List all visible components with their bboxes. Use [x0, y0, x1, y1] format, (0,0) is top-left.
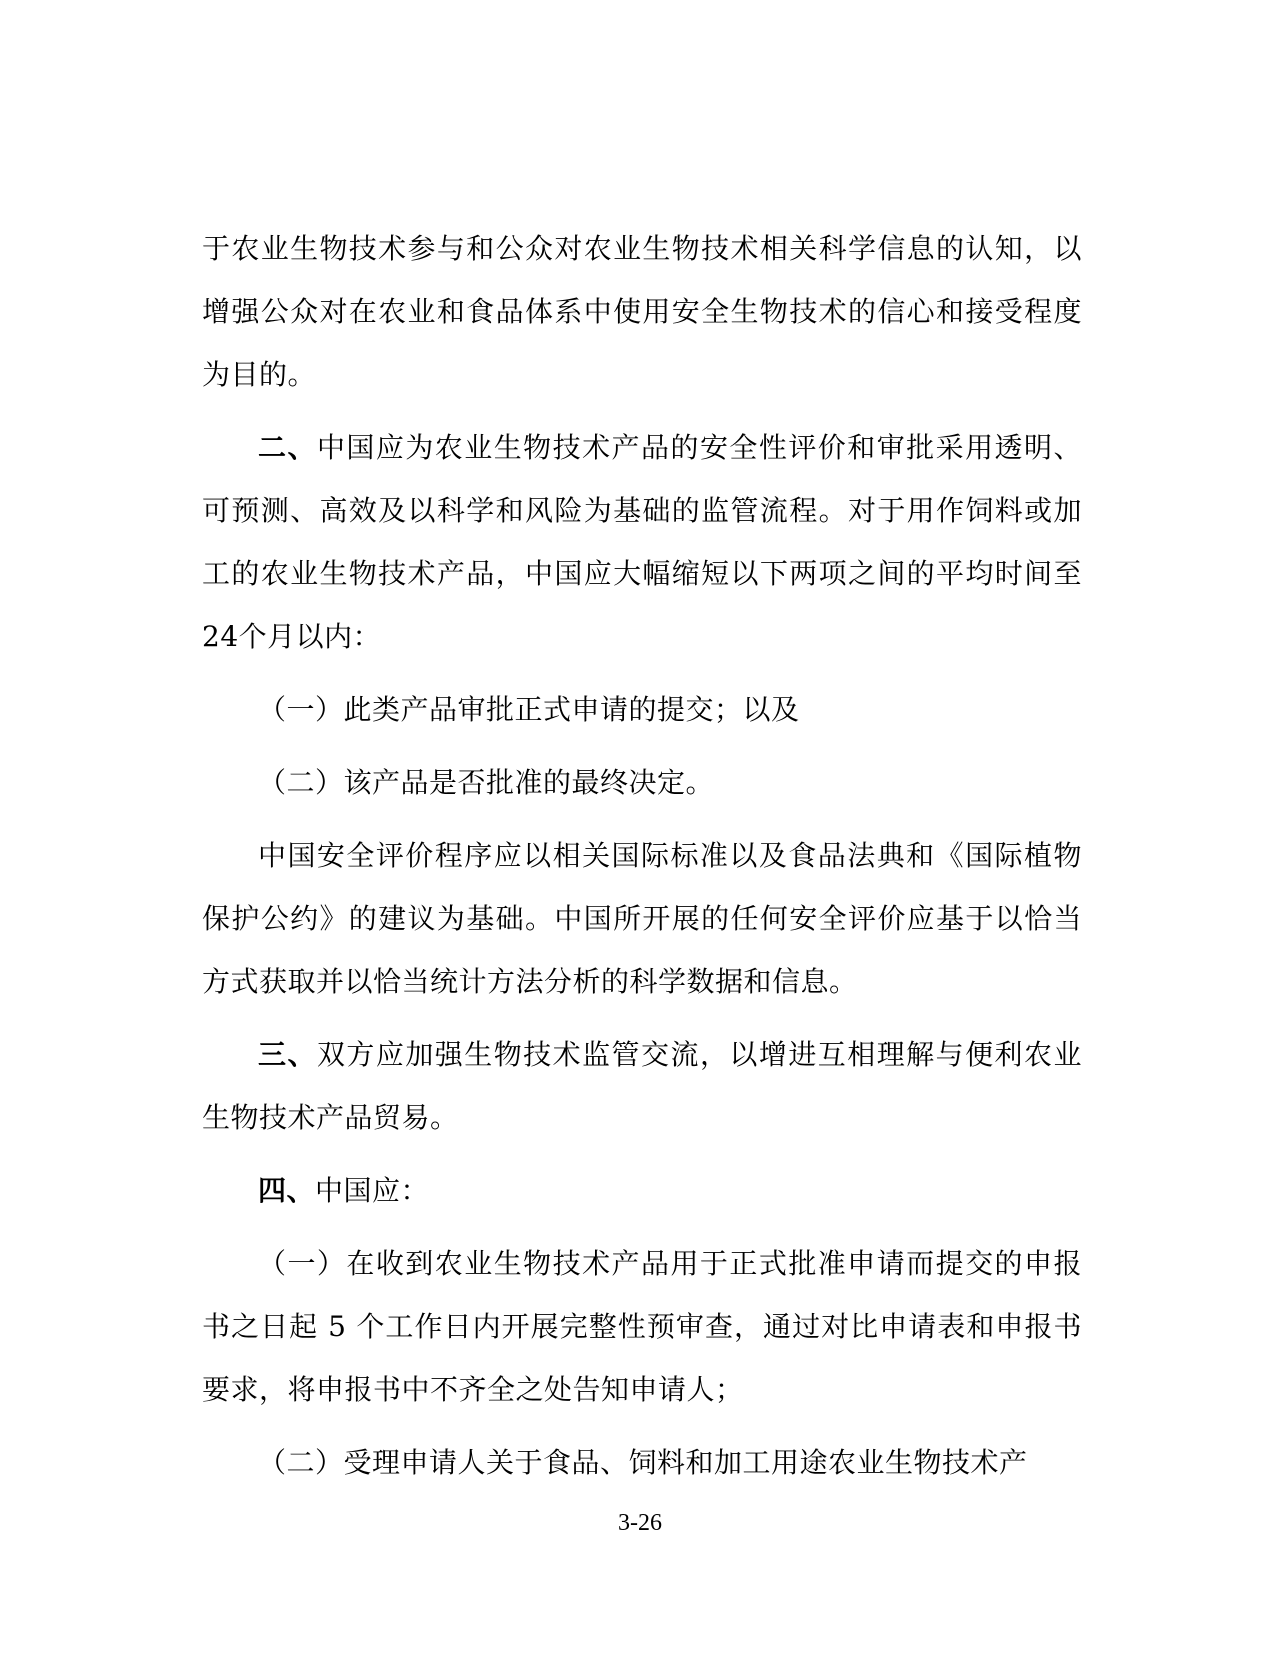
paragraph-section-four-item-one [202, 1232, 1082, 1421]
paragraph-section-two [202, 416, 1082, 668]
page-number: 3-26 [618, 1510, 662, 1536]
paragraph-section-three [202, 1023, 1082, 1149]
paragraph-text: 中国应： [315, 1174, 430, 1207]
paragraph-text: （一）在收到农业生物技术产品用于正式批准申请而提交的申报书之日起 5 个工作日内开展完整性预审查，通过对比申请表和申报书要求，将申报书中不齐全之处告知申请人； [202, 1247, 1082, 1406]
paragraph-safety-evaluation [202, 824, 1082, 1013]
section-number: 三、 [258, 1038, 317, 1071]
paragraph-item-two [202, 751, 1082, 814]
paragraph-text: 中国应为农业生物技术产品的安全性评价和审批采用透明、可预测、高效及以科学和风险为基础的监管流程。对于用作饲料或加工的农业生物技术产品，中国应大幅缩短以下两项之间的平均时间至24个月以内： [202, 431, 1082, 653]
paragraph-item-one [202, 678, 1082, 741]
paragraph-text: （二）该产品是否批准的最终决定。 [258, 766, 715, 799]
paragraph-text: 双方应加强生物技术监管交流，以增进互相理解与便利农业生物技术产品贸易。 [202, 1038, 1082, 1134]
paragraph-section-four [202, 1159, 1082, 1222]
paragraph-continuation [202, 217, 1082, 406]
section-number: 二、 [258, 431, 317, 464]
paragraph-section-four-item-two [202, 1431, 1082, 1494]
paragraph-text: 于农业生物技术参与和公众对农业生物技术相关科学信息的认知，以增强公众对在农业和食品体系中使用安全生物技术的信心和接受程度为目的。 [202, 232, 1082, 391]
paragraph-text: 中国安全评价程序应以相关国际标准以及食品法典和《国际植物保护公约》的建议为基础。中国所开展的任何安全评价应基于以恰当方式获取并以恰当统计方法分析的科学数据和信息。 [202, 839, 1082, 998]
paragraph-text: （一）此类产品审批正式申请的提交；以及 [258, 693, 800, 726]
document-body [202, 217, 1082, 1504]
section-number: 四、 [258, 1174, 316, 1207]
paragraph-text: （二）受理申请人关于食品、饲料和加工用途农业生物技术产 [258, 1446, 1028, 1479]
